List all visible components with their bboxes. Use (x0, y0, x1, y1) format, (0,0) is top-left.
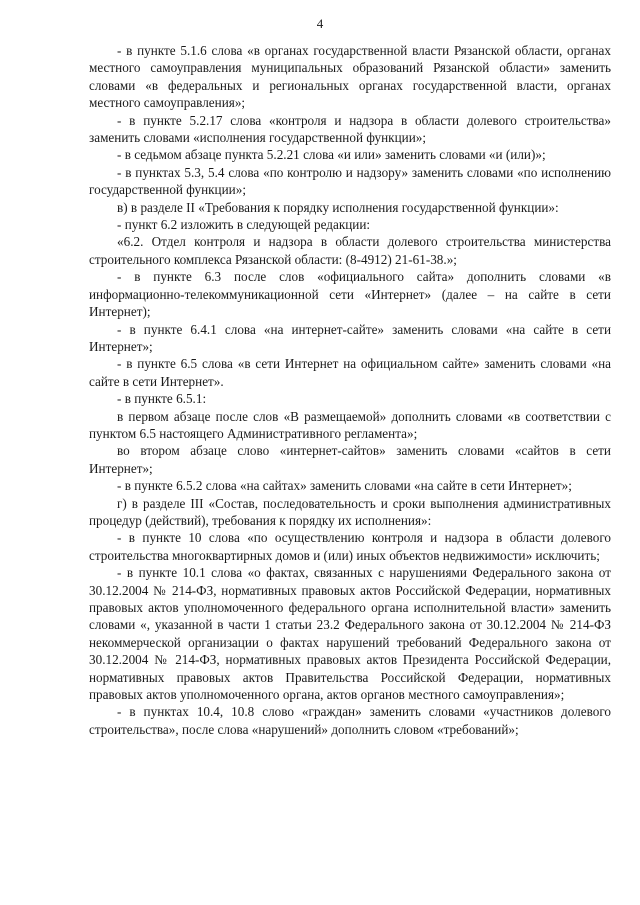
document-body (89, 42, 611, 738)
paragraph: в первом абзаце после слов «В размещаемой» дополнить словами «в соответствии с пунктом 6.5 настоящего Административного регламента»; (89, 408, 611, 441)
paragraph: - в пункте 6.5 слова «в сети Интернет на официальном сайте» заменить словами «на сайте в сети Интернет». (89, 356, 611, 389)
page-number: 4 (316, 16, 324, 31)
paragraph: - в пункте 10.1 слова «о фактах, связанных с нарушениями Федерального закона от 30.12.2004 № 214-ФЗ, нормативных правовых актов Российской Федерации, нормативных правовых актов уполномоченного федерального органа исполнительной власти» заменить словами «, указанной в части 1 статьи 23.2 Федерального закона от 30.12.2004 № 214-ФЗ некоммерческой организации о фактах нарушений требований Федерального закона от 30.12.2004 № 214-ФЗ, нормативных правовых актов Президента Российской Федерации, нормативных правовых актов Правительства Российской Федерации, нормативных правовых актов уполномоченного органа, актов органов местного самоуправления»; (89, 565, 611, 703)
paragraph: во втором абзаце слово «интернет-сайтов» заменить словами «сайтов в сети Интернет»; (89, 443, 611, 476)
paragraph: в) в разделе II «Требования к порядку исполнения государственной функции»: (117, 199, 559, 215)
paragraph: - в пункте 6.5.2 слова «на сайтах» заменить словами «на сайте в сети Интернет»; (117, 478, 572, 494)
paragraph: - в седьмом абзаце пункта 5.2.21 слова «и или» заменить словами «и (или)»; (117, 147, 546, 163)
paragraph: - в пункте 6.5.1: (117, 391, 207, 407)
paragraph: - в пунктах 5.3, 5.4 слова «по контролю и надзору» заменить словами «по исполнению государственной функции»; (89, 164, 611, 198)
paragraph: - в пункте 5.1.6 слова «в органах государственной власти Рязанской области, органах местного самоуправления муниципальных образований Рязанской области» заменить словами «в федеральных и региональных органах государственной власти, органах местного самоуправления»; (89, 43, 611, 111)
paragraph: - в пункте 10 слова «по осуществлению контроля и надзора в области долевого строительства многоквартирных домов и (или) иных объектов недвижимости» исключить; (89, 530, 611, 563)
paragraph: - в пункте 5.2.17 слова «контроля и надзора в области долевого строительства» заменить словами «исполнения государственной функции»; (89, 112, 611, 146)
paragraph: - пункт 6.2 изложить в следующей редакции: (117, 217, 371, 233)
paragraph: г) в разделе III «Состав, последовательность и сроки выполнения административных процедур (действий), требования к порядку их исполнения»: (89, 495, 611, 528)
paragraph: «6.2. Отдел контроля и надзора в области долевого строительства министерства строительного комплекса Рязанской области: (8-4912) 21-61-38.»; (89, 234, 611, 267)
paragraph: - в пункте 6.4.1 слова «на интернет-сайте» заменить словами «на сайте в сети Интернет»; (89, 321, 611, 354)
paragraph: - в пункте 6.3 после слов «официального сайта» дополнить словами «в информационно-телекоммуникационной сети «Интернет» (далее – на сайте в сети Интернет); (89, 269, 611, 320)
paragraph: - в пунктах 10.4, 10.8 слово «граждан» заменить словами «участников долевого строительства», после слова «нарушений» дополнить словом «требований»; (89, 704, 611, 737)
